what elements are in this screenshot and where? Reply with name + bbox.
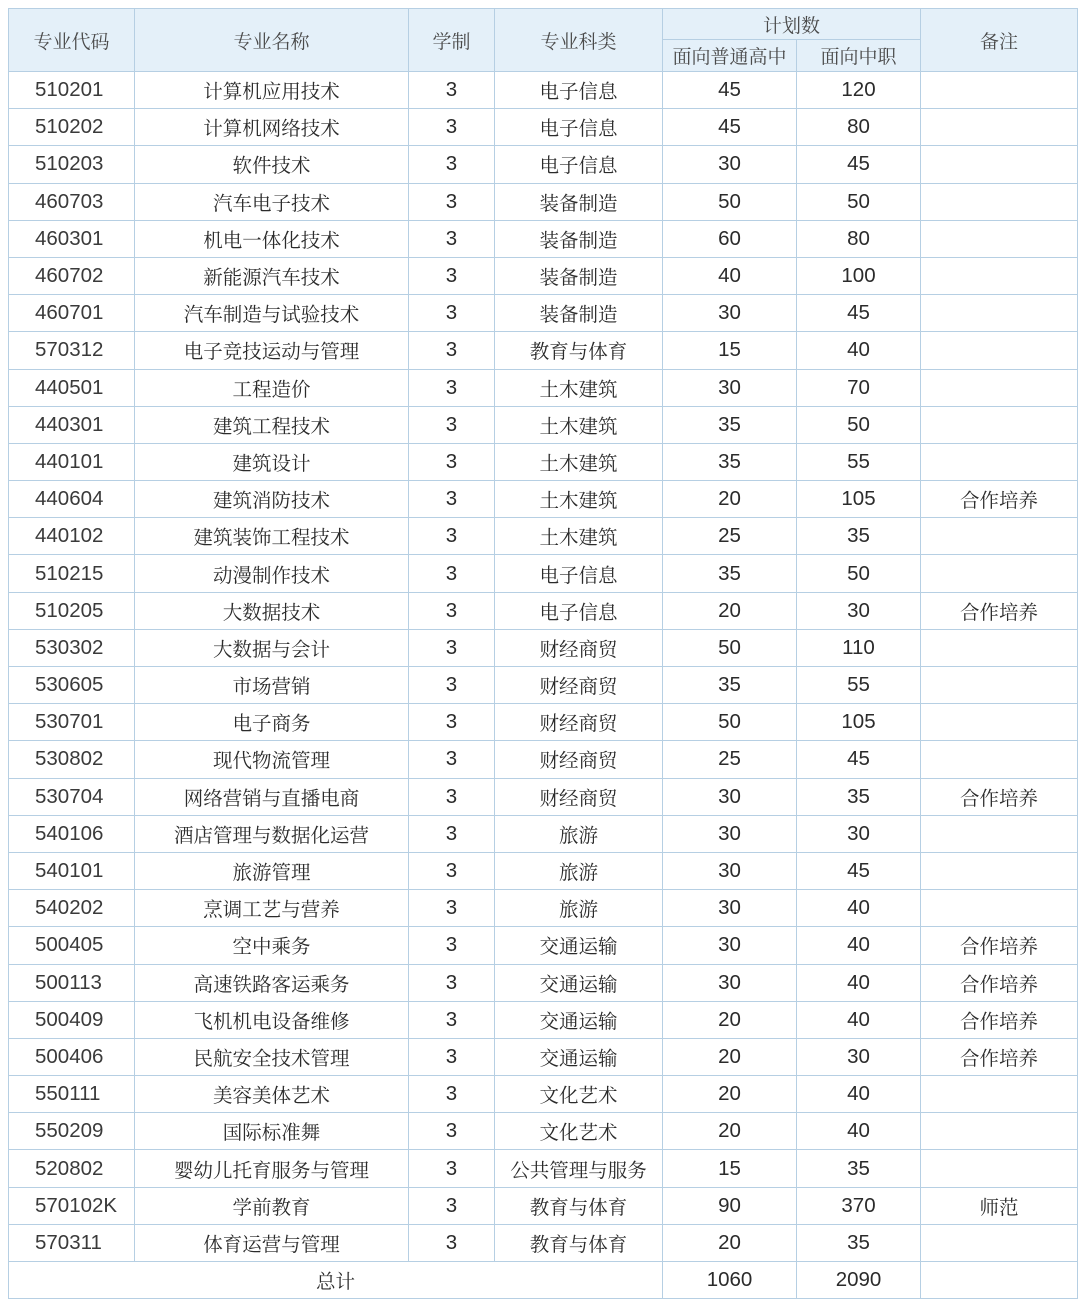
- cell-plan-high-school: 45: [663, 72, 797, 109]
- cell-category: 交通运输: [495, 1001, 663, 1038]
- cell-name: 现代物流管理: [135, 741, 409, 778]
- cell-length: 3: [409, 1038, 495, 1075]
- cell-plan-high-school: 30: [663, 778, 797, 815]
- cell-plan-high-school: 30: [663, 295, 797, 332]
- cell-note: 合作培养: [921, 778, 1078, 815]
- cell-code: 530701: [9, 704, 135, 741]
- cell-name: 民航安全技术管理: [135, 1038, 409, 1075]
- cell-plan-high-school: 20: [663, 1113, 797, 1150]
- cell-note: 合作培养: [921, 481, 1078, 518]
- cell-length: 3: [409, 369, 495, 406]
- cell-name: 电子竞技运动与管理: [135, 332, 409, 369]
- table-row: [9, 146, 1078, 183]
- cell-category: 交通运输: [495, 927, 663, 964]
- cell-plan-vocational: 35: [797, 1150, 921, 1187]
- cell-code: 530802: [9, 741, 135, 778]
- cell-plan-vocational: 40: [797, 332, 921, 369]
- cell-length: 3: [409, 257, 495, 294]
- cell-note: [921, 1150, 1078, 1187]
- cell-code: 500113: [9, 964, 135, 1001]
- cell-plan-vocational: 40: [797, 1113, 921, 1150]
- table-row: [9, 369, 1078, 406]
- table-row: [9, 964, 1078, 1001]
- cell-plan-vocational: 35: [797, 778, 921, 815]
- cell-category: 交通运输: [495, 964, 663, 1001]
- cell-length: 3: [409, 1224, 495, 1261]
- table-row: [9, 890, 1078, 927]
- table-body: [9, 72, 1078, 1262]
- cell-code: 510202: [9, 109, 135, 146]
- cell-length: 3: [409, 146, 495, 183]
- cell-plan-high-school: 20: [663, 592, 797, 629]
- cell-plan-vocational: 80: [797, 220, 921, 257]
- table-row: [9, 852, 1078, 889]
- cell-plan-vocational: 35: [797, 1224, 921, 1261]
- cell-code: 530605: [9, 667, 135, 704]
- cell-category: 财经商贸: [495, 741, 663, 778]
- cell-plan-high-school: 60: [663, 220, 797, 257]
- cell-name: 建筑设计: [135, 443, 409, 480]
- cell-plan-high-school: 20: [663, 1001, 797, 1038]
- cell-note: [921, 518, 1078, 555]
- cell-code: 500406: [9, 1038, 135, 1075]
- header-name: 专业名称: [135, 9, 409, 72]
- cell-name: 酒店管理与数据化运营: [135, 815, 409, 852]
- cell-length: 3: [409, 1187, 495, 1224]
- header-code: 专业代码: [9, 9, 135, 72]
- cell-plan-vocational: 45: [797, 852, 921, 889]
- cell-length: 3: [409, 1001, 495, 1038]
- cell-plan-high-school: 30: [663, 369, 797, 406]
- cell-length: 3: [409, 778, 495, 815]
- cell-note: 合作培养: [921, 592, 1078, 629]
- cell-length: 3: [409, 964, 495, 1001]
- cell-plan-high-school: 40: [663, 257, 797, 294]
- cell-plan-vocational: 30: [797, 1038, 921, 1075]
- cell-code: 440102: [9, 518, 135, 555]
- cell-plan-vocational: 70: [797, 369, 921, 406]
- cell-plan-vocational: 370: [797, 1187, 921, 1224]
- cell-category: 旅游: [495, 815, 663, 852]
- table-row: [9, 518, 1078, 555]
- cell-plan-high-school: 20: [663, 481, 797, 518]
- cell-code: 570312: [9, 332, 135, 369]
- cell-category: 电子信息: [495, 146, 663, 183]
- cell-plan-high-school: 30: [663, 146, 797, 183]
- cell-code: 550209: [9, 1113, 135, 1150]
- cell-code: 460701: [9, 295, 135, 332]
- cell-note: [921, 220, 1078, 257]
- cell-category: 土木建筑: [495, 443, 663, 480]
- cell-plan-high-school: 20: [663, 1038, 797, 1075]
- cell-plan-vocational: 50: [797, 406, 921, 443]
- cell-category: 文化艺术: [495, 1113, 663, 1150]
- cell-plan-high-school: 35: [663, 406, 797, 443]
- cell-plan-high-school: 20: [663, 1224, 797, 1261]
- cell-category: 教育与体育: [495, 332, 663, 369]
- cell-note: 合作培养: [921, 964, 1078, 1001]
- table-row: [9, 667, 1078, 704]
- cell-length: 3: [409, 555, 495, 592]
- table-row: [9, 295, 1078, 332]
- cell-note: [921, 704, 1078, 741]
- cell-note: [921, 369, 1078, 406]
- cell-length: 3: [409, 1150, 495, 1187]
- cell-name: 市场营销: [135, 667, 409, 704]
- cell-category: 电子信息: [495, 109, 663, 146]
- cell-note: [921, 109, 1078, 146]
- cell-plan-high-school: 25: [663, 741, 797, 778]
- cell-name: 计算机应用技术: [135, 72, 409, 109]
- cell-note: [921, 72, 1078, 109]
- cell-category: 旅游: [495, 852, 663, 889]
- cell-plan-vocational: 30: [797, 592, 921, 629]
- cell-note: [921, 741, 1078, 778]
- cell-code: 530704: [9, 778, 135, 815]
- cell-plan-vocational: 100: [797, 257, 921, 294]
- table-row: [9, 927, 1078, 964]
- table-row: [9, 1187, 1078, 1224]
- cell-plan-high-school: 90: [663, 1187, 797, 1224]
- cell-category: 装备制造: [495, 257, 663, 294]
- cell-name: 汽车制造与试验技术: [135, 295, 409, 332]
- cell-plan-vocational: 55: [797, 667, 921, 704]
- cell-code: 440501: [9, 369, 135, 406]
- cell-plan-vocational: 30: [797, 815, 921, 852]
- cell-plan-vocational: 45: [797, 295, 921, 332]
- cell-category: 土木建筑: [495, 481, 663, 518]
- cell-plan-vocational: 80: [797, 109, 921, 146]
- cell-note: [921, 406, 1078, 443]
- cell-note: [921, 295, 1078, 332]
- cell-name: 体育运营与管理: [135, 1224, 409, 1261]
- header-plan-high-school: 面向普通高中: [663, 40, 797, 72]
- cell-code: 460301: [9, 220, 135, 257]
- cell-plan-high-school: 25: [663, 518, 797, 555]
- table-row: [9, 220, 1078, 257]
- header-length: 学制: [409, 9, 495, 72]
- cell-length: 3: [409, 890, 495, 927]
- table-row: [9, 183, 1078, 220]
- table-row: [9, 443, 1078, 480]
- cell-length: 3: [409, 667, 495, 704]
- cell-length: 3: [409, 72, 495, 109]
- table-row: [9, 406, 1078, 443]
- table-row: [9, 592, 1078, 629]
- cell-category: 土木建筑: [495, 518, 663, 555]
- enrollment-plan-table-container: [8, 8, 1077, 1299]
- cell-category: 文化艺术: [495, 1076, 663, 1113]
- enrollment-plan-table: [8, 8, 1078, 1299]
- cell-name: 飞机机电设备维修: [135, 1001, 409, 1038]
- cell-plan-vocational: 40: [797, 964, 921, 1001]
- cell-plan-vocational: 40: [797, 1001, 921, 1038]
- cell-code: 460702: [9, 257, 135, 294]
- cell-name: 电子商务: [135, 704, 409, 741]
- table-row: [9, 1224, 1078, 1261]
- cell-category: 财经商贸: [495, 629, 663, 666]
- cell-plan-vocational: 45: [797, 741, 921, 778]
- table-row: [9, 1113, 1078, 1150]
- cell-plan-vocational: 105: [797, 481, 921, 518]
- header-category: 专业科类: [495, 9, 663, 72]
- cell-length: 3: [409, 406, 495, 443]
- cell-name: 新能源汽车技术: [135, 257, 409, 294]
- total-row: [9, 1262, 1078, 1299]
- cell-name: 大数据与会计: [135, 629, 409, 666]
- cell-code: 570311: [9, 1224, 135, 1261]
- cell-note: [921, 555, 1078, 592]
- table-row: [9, 1150, 1078, 1187]
- cell-length: 3: [409, 852, 495, 889]
- cell-note: 合作培养: [921, 1038, 1078, 1075]
- cell-name: 计算机网络技术: [135, 109, 409, 146]
- cell-name: 空中乘务: [135, 927, 409, 964]
- table-row: [9, 704, 1078, 741]
- cell-length: 3: [409, 443, 495, 480]
- cell-length: 3: [409, 592, 495, 629]
- cell-code: 440301: [9, 406, 135, 443]
- table-footer: [9, 1262, 1078, 1299]
- cell-category: 财经商贸: [495, 704, 663, 741]
- cell-length: 3: [409, 704, 495, 741]
- cell-name: 机电一体化技术: [135, 220, 409, 257]
- table-row: [9, 778, 1078, 815]
- cell-length: 3: [409, 629, 495, 666]
- cell-plan-high-school: 45: [663, 109, 797, 146]
- cell-plan-high-school: 15: [663, 332, 797, 369]
- cell-name: 工程造价: [135, 369, 409, 406]
- cell-length: 3: [409, 1113, 495, 1150]
- cell-code: 440604: [9, 481, 135, 518]
- header-plan-vocational: 面向中职: [797, 40, 921, 72]
- cell-category: 土木建筑: [495, 369, 663, 406]
- cell-name: 动漫制作技术: [135, 555, 409, 592]
- table-row: [9, 1038, 1078, 1075]
- cell-name: 婴幼儿托育服务与管理: [135, 1150, 409, 1187]
- cell-note: [921, 257, 1078, 294]
- cell-plan-high-school: 30: [663, 964, 797, 1001]
- total-high-school: 1060: [663, 1262, 797, 1299]
- cell-note: [921, 890, 1078, 927]
- table-row: [9, 1001, 1078, 1038]
- cell-category: 电子信息: [495, 592, 663, 629]
- cell-code: 510201: [9, 72, 135, 109]
- cell-category: 土木建筑: [495, 406, 663, 443]
- cell-code: 540101: [9, 852, 135, 889]
- table-row: [9, 72, 1078, 109]
- cell-length: 3: [409, 1076, 495, 1113]
- cell-length: 3: [409, 183, 495, 220]
- cell-name: 国际标准舞: [135, 1113, 409, 1150]
- cell-plan-high-school: 50: [663, 704, 797, 741]
- cell-plan-high-school: 50: [663, 629, 797, 666]
- cell-code: 500405: [9, 927, 135, 964]
- cell-plan-vocational: 50: [797, 183, 921, 220]
- cell-name: 建筑消防技术: [135, 481, 409, 518]
- cell-note: [921, 1113, 1078, 1150]
- cell-note: [921, 1076, 1078, 1113]
- cell-category: 财经商贸: [495, 667, 663, 704]
- table-row: [9, 109, 1078, 146]
- cell-code: 500409: [9, 1001, 135, 1038]
- cell-name: 建筑工程技术: [135, 406, 409, 443]
- cell-note: [921, 1224, 1078, 1261]
- cell-name: 汽车电子技术: [135, 183, 409, 220]
- table-row: [9, 741, 1078, 778]
- cell-name: 高速铁路客运乘务: [135, 964, 409, 1001]
- total-note: [921, 1262, 1078, 1299]
- cell-plan-high-school: 35: [663, 667, 797, 704]
- header-note: 备注: [921, 9, 1078, 72]
- cell-code: 510215: [9, 555, 135, 592]
- cell-name: 学前教育: [135, 1187, 409, 1224]
- cell-category: 交通运输: [495, 1038, 663, 1075]
- cell-category: 装备制造: [495, 295, 663, 332]
- cell-code: 550111: [9, 1076, 135, 1113]
- table-row: [9, 332, 1078, 369]
- header-plan: 计划数: [663, 9, 921, 40]
- cell-plan-vocational: 55: [797, 443, 921, 480]
- cell-note: [921, 852, 1078, 889]
- cell-code: 570102K: [9, 1187, 135, 1224]
- cell-length: 3: [409, 109, 495, 146]
- cell-category: 电子信息: [495, 72, 663, 109]
- cell-note: [921, 667, 1078, 704]
- cell-name: 大数据技术: [135, 592, 409, 629]
- cell-code: 540106: [9, 815, 135, 852]
- cell-plan-high-school: 30: [663, 927, 797, 964]
- cell-code: 440101: [9, 443, 135, 480]
- cell-note: 师范: [921, 1187, 1078, 1224]
- cell-code: 510203: [9, 146, 135, 183]
- table-header: [9, 9, 1078, 72]
- cell-note: [921, 629, 1078, 666]
- cell-note: [921, 332, 1078, 369]
- cell-length: 3: [409, 815, 495, 852]
- table-row: [9, 629, 1078, 666]
- cell-length: 3: [409, 741, 495, 778]
- cell-plan-vocational: 120: [797, 72, 921, 109]
- cell-plan-high-school: 30: [663, 815, 797, 852]
- cell-plan-high-school: 15: [663, 1150, 797, 1187]
- cell-plan-vocational: 45: [797, 146, 921, 183]
- cell-note: 合作培养: [921, 1001, 1078, 1038]
- cell-plan-high-school: 30: [663, 852, 797, 889]
- cell-plan-high-school: 35: [663, 555, 797, 592]
- cell-length: 3: [409, 481, 495, 518]
- cell-length: 3: [409, 518, 495, 555]
- cell-category: 财经商贸: [495, 778, 663, 815]
- cell-category: 旅游: [495, 890, 663, 927]
- cell-length: 3: [409, 332, 495, 369]
- cell-plan-high-school: 50: [663, 183, 797, 220]
- cell-plan-high-school: 35: [663, 443, 797, 480]
- cell-category: 公共管理与服务: [495, 1150, 663, 1187]
- cell-category: 教育与体育: [495, 1187, 663, 1224]
- cell-code: 530302: [9, 629, 135, 666]
- total-label: 总计: [9, 1262, 663, 1299]
- cell-code: 460703: [9, 183, 135, 220]
- cell-plan-vocational: 35: [797, 518, 921, 555]
- cell-name: 美容美体艺术: [135, 1076, 409, 1113]
- cell-code: 510205: [9, 592, 135, 629]
- cell-plan-vocational: 40: [797, 1076, 921, 1113]
- cell-length: 3: [409, 220, 495, 257]
- cell-plan-vocational: 50: [797, 555, 921, 592]
- cell-plan-vocational: 40: [797, 890, 921, 927]
- cell-category: 装备制造: [495, 183, 663, 220]
- cell-note: [921, 146, 1078, 183]
- cell-plan-vocational: 105: [797, 704, 921, 741]
- cell-code: 520802: [9, 1150, 135, 1187]
- cell-length: 3: [409, 927, 495, 964]
- cell-name: 网络营销与直播电商: [135, 778, 409, 815]
- cell-name: 旅游管理: [135, 852, 409, 889]
- table-row: [9, 481, 1078, 518]
- cell-plan-high-school: 20: [663, 1076, 797, 1113]
- cell-category: 装备制造: [495, 220, 663, 257]
- cell-length: 3: [409, 295, 495, 332]
- cell-note: [921, 815, 1078, 852]
- cell-plan-vocational: 110: [797, 629, 921, 666]
- cell-note: 合作培养: [921, 927, 1078, 964]
- cell-plan-vocational: 40: [797, 927, 921, 964]
- total-vocational: 2090: [797, 1262, 921, 1299]
- cell-category: 电子信息: [495, 555, 663, 592]
- cell-note: [921, 183, 1078, 220]
- cell-plan-high-school: 30: [663, 890, 797, 927]
- cell-name: 软件技术: [135, 146, 409, 183]
- cell-category: 教育与体育: [495, 1224, 663, 1261]
- cell-name: 烹调工艺与营养: [135, 890, 409, 927]
- table-row: [9, 257, 1078, 294]
- cell-code: 540202: [9, 890, 135, 927]
- table-row: [9, 815, 1078, 852]
- table-row: [9, 555, 1078, 592]
- cell-note: [921, 443, 1078, 480]
- cell-name: 建筑装饰工程技术: [135, 518, 409, 555]
- table-row: [9, 1076, 1078, 1113]
